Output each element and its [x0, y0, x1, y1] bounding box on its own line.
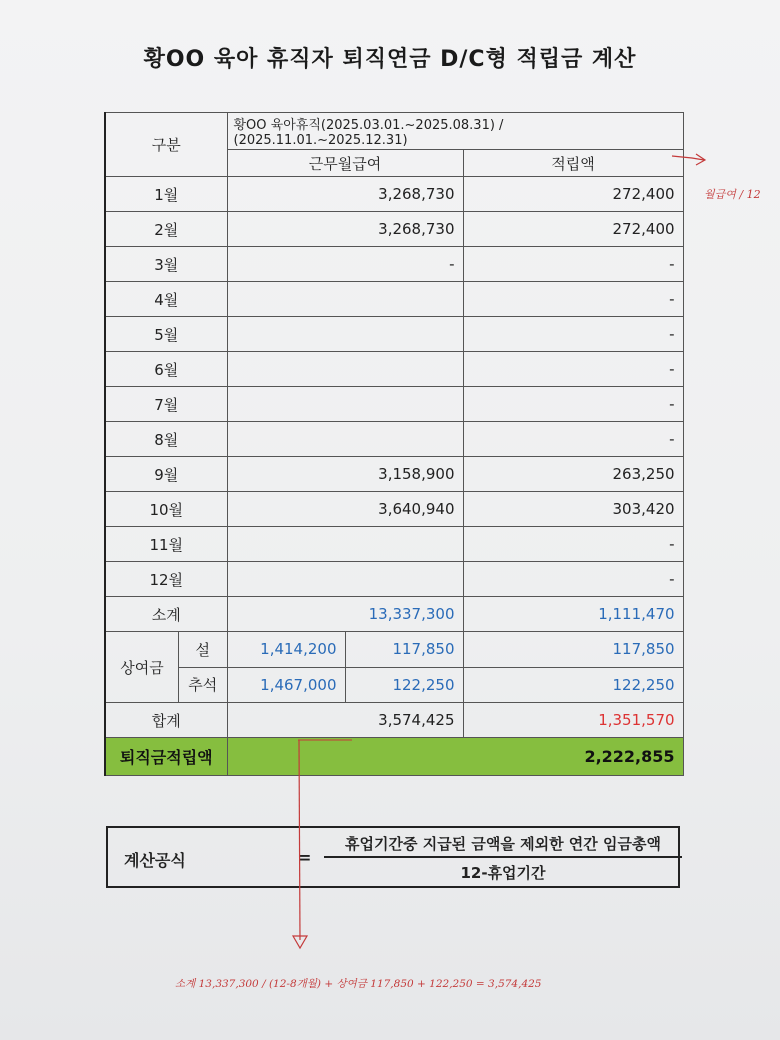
month-cell: 7월 — [105, 387, 227, 422]
pay-cell — [227, 282, 463, 317]
month-cell: 1월 — [105, 177, 227, 212]
table-row — [105, 282, 683, 317]
pay-cell: 3,268,730 — [227, 177, 463, 212]
month-cell: 3월 — [105, 247, 227, 282]
formula-numerator: 휴업기간중 지급된 금액을 제외한 연간 임금총액 — [345, 835, 661, 853]
accum-cell: - — [463, 282, 683, 317]
total-label: 합계 — [105, 703, 227, 738]
accrual-table — [104, 112, 684, 776]
bonus-name: 추석 — [188, 676, 218, 695]
pay-cell: 3,640,940 — [227, 492, 463, 527]
table-row — [105, 422, 683, 457]
month-cell: 8월 — [105, 422, 227, 457]
total-pay: 3,574,425 — [227, 703, 463, 738]
formula-label: 계산공식 — [124, 851, 186, 870]
bonus-accum: 122,250 — [463, 667, 683, 703]
pay-cell — [227, 317, 463, 352]
bonus-pay: 122,250 — [345, 667, 463, 703]
pay-cell — [227, 352, 463, 387]
bonus-row — [105, 632, 683, 668]
table-row — [105, 317, 683, 352]
total-accum: 1,351,570 — [463, 703, 683, 738]
bonus-pay: 117,850 — [345, 632, 463, 668]
pay-cell: - — [227, 247, 463, 282]
table-row — [105, 177, 683, 212]
retirement-value: 2,222,855 — [227, 738, 683, 776]
handwritten-bottom-note: 소계 13,337,300 / (12-8개월) + 상여금 117,850 + 122,250 = 3,574,425 — [175, 978, 542, 990]
month-cell: 4월 — [105, 282, 227, 317]
fraction-line — [324, 856, 682, 858]
month-cell: 5월 — [105, 317, 227, 352]
table-row — [105, 352, 683, 387]
month-cell: 6월 — [105, 352, 227, 387]
bonus-amount: 1,414,200 — [227, 632, 345, 668]
accum-cell: - — [463, 527, 683, 562]
accum-cell: 272,400 — [463, 212, 683, 247]
subtotal-accum: 1,111,470 — [463, 597, 683, 632]
accum-cell: 263,250 — [463, 457, 683, 492]
table-row — [105, 562, 683, 597]
bonus-label-cell — [105, 632, 227, 703]
pay-cell — [227, 562, 463, 597]
table-row — [105, 247, 683, 282]
month-cell: 9월 — [105, 457, 227, 492]
table-row — [105, 212, 683, 247]
subtotal-pay: 13,337,300 — [227, 597, 463, 632]
header-row-top — [105, 113, 683, 150]
table-row — [105, 387, 683, 422]
pay-cell: 3,268,730 — [227, 212, 463, 247]
handwritten-side-note: 월급여 / 12 — [704, 188, 761, 201]
month-cell: 2월 — [105, 212, 227, 247]
formula-box — [106, 826, 680, 888]
table-row — [105, 457, 683, 492]
pay-cell — [227, 527, 463, 562]
subtotal-label: 소계 — [105, 597, 227, 632]
accum-cell: 303,420 — [463, 492, 683, 527]
formula-equals: = — [298, 848, 312, 867]
accum-cell: - — [463, 422, 683, 457]
month-cell: 12월 — [105, 562, 227, 597]
retirement-row — [105, 738, 683, 776]
accum-cell: - — [463, 352, 683, 387]
header-period: 황OO 육아휴직(2025.03.01.~2025.08.31) / (2025.11.01.~2025.12.31) — [227, 113, 683, 150]
total-row — [105, 703, 683, 738]
bonus-label: 상여금 — [106, 632, 179, 702]
header-pay: 근무월급여 — [227, 150, 463, 177]
month-cell: 10월 — [105, 492, 227, 527]
table-row — [105, 492, 683, 527]
header-accum: 적립액 — [463, 150, 683, 177]
subtotal-row — [105, 597, 683, 632]
pay-cell: 3,158,900 — [227, 457, 463, 492]
bonus-amount: 1,467,000 — [227, 667, 345, 703]
header-category: 구분 — [105, 113, 227, 177]
accum-cell: 272,400 — [463, 177, 683, 212]
document-title: 황OO 육아 휴직자 퇴직연금 D/C형 적립금 계산 — [143, 47, 637, 72]
bonus-name: 설 — [179, 632, 227, 668]
accum-cell: - — [463, 247, 683, 282]
accum-cell: - — [463, 387, 683, 422]
table-row — [105, 527, 683, 562]
retirement-label: 퇴직금적립액 — [105, 738, 227, 776]
formula-denominator: 12-휴업기간 — [460, 864, 546, 882]
pay-cell — [227, 387, 463, 422]
accum-cell: - — [463, 562, 683, 597]
bonus-accum: 117,850 — [463, 632, 683, 668]
pay-cell — [227, 422, 463, 457]
month-cell: 11월 — [105, 527, 227, 562]
accum-cell: - — [463, 317, 683, 352]
